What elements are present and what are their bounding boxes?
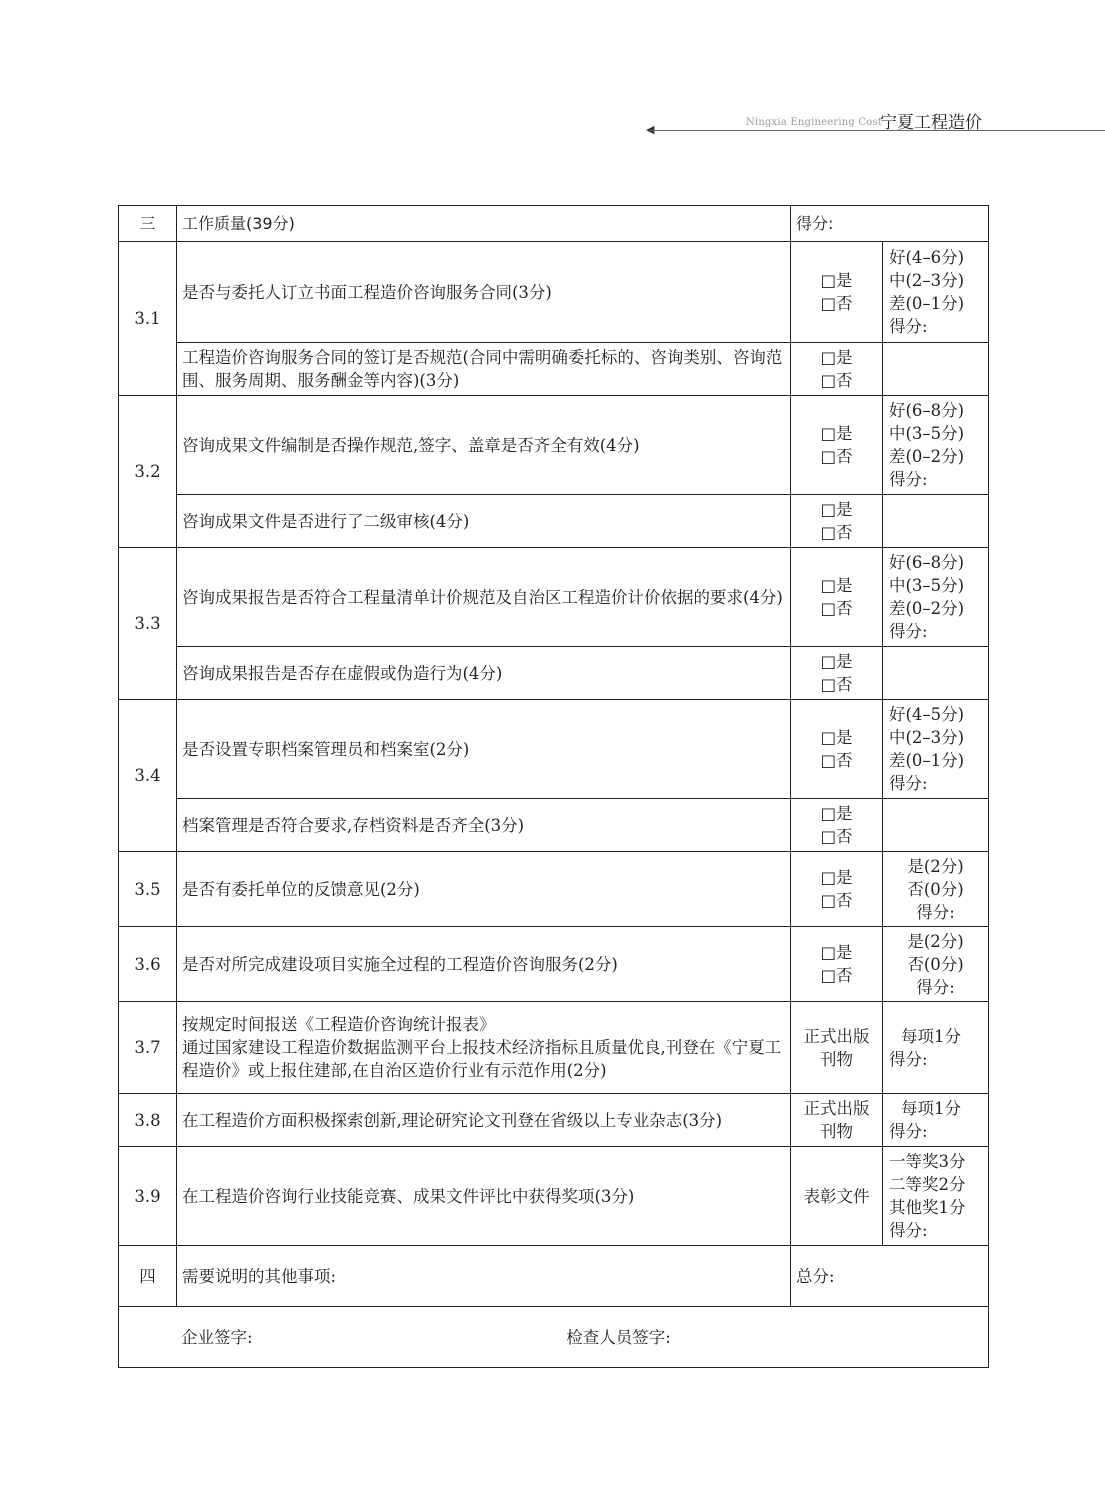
score-medium: 中(3–5分) — [889, 576, 965, 595]
other-notes-field[interactable]: 需要说明的其他事项: — [177, 1246, 791, 1307]
no-checkbox[interactable]: □否 — [820, 447, 853, 466]
inspector-signature-field[interactable]: 检查人员签字: — [566, 1327, 671, 1347]
item-text: 档案管理是否符合要求,存档资料是否齐全(3分) — [177, 799, 791, 852]
score-good: 好(6–8分) — [889, 401, 965, 420]
arrow-left-icon: ◀ — [646, 123, 655, 136]
score-good: 好(4–6分) — [889, 248, 965, 267]
empty-score-cell — [883, 799, 989, 852]
no-checkbox[interactable]: □否 — [820, 599, 853, 618]
evidence-line: 正式出版 — [803, 1026, 870, 1046]
table-row — [119, 1002, 989, 1094]
item-number: 3.9 — [119, 1147, 177, 1246]
score-medium: 中(2–3分) — [889, 728, 965, 747]
item-text: 咨询成果文件是否进行了二级审核(4分) — [177, 495, 791, 548]
score-criteria — [883, 852, 989, 927]
section-4-row — [119, 1246, 989, 1307]
score-second-prize: 二等奖2分 — [889, 1175, 966, 1194]
score-criteria — [883, 396, 989, 495]
yes-no-checkboxes[interactable] — [791, 343, 883, 396]
score-per-item: 每项1分 — [901, 1026, 961, 1046]
item-text: 工程造价咨询服务合同的签订是否规范(合同中需明确委托标的、咨询类别、咨询范围、服务周期、服务酬金等内容)(3分) — [177, 343, 791, 396]
section-number: 四 — [119, 1246, 177, 1307]
item-text-line: 通过国家建设工程造价数据监测平台上报技术经济指标且质量优良,刊登在《宁夏工程造价》或上报住建部,在自治区造价行业有示范作用(2分) — [182, 1038, 782, 1080]
item-number: 3.6 — [119, 927, 177, 1002]
item-text-line: 按规定时间报送《工程造价咨询统计报表》 — [182, 1015, 496, 1034]
score-poor: 差(0–1分) — [889, 294, 965, 313]
yes-checkbox[interactable]: □是 — [820, 943, 853, 962]
no-checkbox[interactable]: □否 — [820, 675, 853, 694]
score-criteria — [883, 927, 989, 1002]
yes-checkbox[interactable]: □是 — [820, 424, 853, 443]
table-row — [119, 852, 989, 927]
yes-checkbox[interactable]: □是 — [820, 271, 853, 290]
empty-score-cell — [883, 343, 989, 396]
table-row — [119, 700, 989, 799]
table-row — [119, 647, 989, 700]
evidence-line: 刊物 — [820, 1122, 853, 1141]
score-poor: 差(0–2分) — [889, 599, 965, 618]
yes-checkbox[interactable]: □是 — [820, 652, 853, 671]
score-good: 好(4–5分) — [889, 705, 965, 724]
item-number: 3.2 — [119, 396, 177, 548]
table-row — [119, 799, 989, 852]
table-row — [119, 1147, 989, 1246]
inspection-form-table — [118, 205, 989, 1368]
yes-no-checkboxes[interactable] — [791, 548, 883, 647]
item-number: 3.3 — [119, 548, 177, 700]
item-text: 咨询成果报告是否存在虚假或伪造行为(4分) — [177, 647, 791, 700]
score-label: 得分: — [889, 1122, 928, 1141]
score-criteria — [883, 1094, 989, 1147]
score-yes: 是(2分) — [907, 931, 964, 951]
header-rule — [650, 130, 1105, 131]
no-checkbox[interactable]: □否 — [820, 827, 853, 846]
no-checkbox[interactable]: □否 — [820, 371, 853, 390]
item-number: 3.8 — [119, 1094, 177, 1147]
yes-no-checkboxes[interactable] — [791, 852, 883, 927]
table-row — [119, 242, 989, 343]
yes-no-checkboxes[interactable] — [791, 495, 883, 548]
score-label: 得分: — [889, 1221, 928, 1240]
item-number: 3.4 — [119, 700, 177, 852]
score-no: 否(0分) — [907, 954, 964, 974]
score-criteria — [883, 242, 989, 343]
score-first-prize: 一等奖3分 — [889, 1152, 966, 1171]
section-3-header-row — [119, 206, 989, 242]
score-criteria — [883, 1002, 989, 1094]
signature-row — [119, 1307, 989, 1368]
score-yes: 是(2分) — [907, 856, 964, 876]
yes-no-checkboxes[interactable] — [791, 396, 883, 495]
score-label: 得分: — [916, 902, 955, 922]
item-text: 咨询成果报告是否符合工程量清单计价规范及自治区工程造价计价依据的要求(4分) — [177, 548, 791, 647]
page-header — [640, 106, 1105, 136]
score-criteria — [883, 700, 989, 799]
no-checkbox[interactable]: □否 — [820, 523, 853, 542]
score-medium: 中(2–3分) — [889, 271, 965, 290]
item-text: 是否与委托人订立书面工程造价咨询服务合同(3分) — [177, 242, 791, 343]
score-label: 得分: — [889, 1049, 928, 1069]
score-label: 得分: — [889, 622, 928, 641]
no-checkbox[interactable]: □否 — [820, 294, 853, 313]
header-english-title: Ningxia Engineering Cost — [746, 117, 883, 128]
table-row — [119, 396, 989, 495]
evidence-type — [791, 1002, 883, 1094]
score-per-item: 每项1分 — [901, 1099, 961, 1118]
table-row — [119, 927, 989, 1002]
item-text — [177, 1002, 791, 1094]
score-other-prize: 其他奖1分 — [889, 1198, 966, 1217]
item-text: 咨询成果文件编制是否操作规范,签字、盖章是否齐全有效(4分) — [177, 396, 791, 495]
score-poor: 差(0–2分) — [889, 447, 965, 466]
company-signature-field[interactable]: 企业签字: — [181, 1327, 253, 1347]
item-text: 在工程造价方面积极探索创新,理论研究论文刊登在省级以上专业杂志(3分) — [177, 1094, 791, 1147]
yes-checkbox[interactable]: □是 — [820, 348, 853, 367]
item-text: 是否对所完成建设项目实施全过程的工程造价咨询服务(2分) — [177, 927, 791, 1002]
score-medium: 中(3–5分) — [889, 424, 965, 443]
no-checkbox[interactable]: □否 — [820, 966, 853, 985]
yes-no-checkboxes[interactable] — [791, 799, 883, 852]
yes-checkbox[interactable]: □是 — [820, 728, 853, 747]
score-poor: 差(0–1分) — [889, 751, 965, 770]
yes-no-checkboxes[interactable] — [791, 700, 883, 799]
score-good: 好(6–8分) — [889, 553, 965, 572]
item-text: 是否有委托单位的反馈意见(2分) — [177, 852, 791, 927]
score-label: 得分: — [889, 774, 928, 793]
signature-cell — [119, 1307, 989, 1368]
table-row — [119, 495, 989, 548]
table-row — [119, 343, 989, 396]
yes-checkbox[interactable]: □是 — [820, 576, 853, 595]
score-criteria — [883, 1147, 989, 1246]
yes-checkbox[interactable]: □是 — [820, 500, 853, 519]
section-number: 三 — [119, 206, 177, 242]
empty-score-cell — [883, 495, 989, 548]
yes-checkbox[interactable]: □是 — [820, 804, 853, 823]
item-text: 是否设置专职档案管理员和档案室(2分) — [177, 700, 791, 799]
evidence-line: 正式出版 — [803, 1099, 870, 1118]
header-chinese-title: 宁夏工程造价 — [880, 113, 982, 133]
yes-no-checkboxes[interactable] — [791, 927, 883, 1002]
score-label: 得分: — [889, 470, 928, 489]
table-row — [119, 1094, 989, 1147]
score-label: 得分: — [889, 317, 928, 336]
item-number: 3.5 — [119, 852, 177, 927]
score-no: 否(0分) — [907, 879, 964, 899]
item-number: 3.7 — [119, 1002, 177, 1094]
empty-score-cell — [883, 647, 989, 700]
table-row — [119, 548, 989, 647]
yes-no-checkboxes[interactable] — [791, 647, 883, 700]
section-score-label: 得分: — [791, 206, 989, 242]
score-criteria — [883, 548, 989, 647]
item-text: 在工程造价咨询行业技能竞赛、成果文件评比中获得奖项(3分) — [177, 1147, 791, 1246]
no-checkbox[interactable]: □否 — [820, 751, 853, 770]
no-checkbox[interactable]: □否 — [820, 891, 853, 910]
evidence-type: 表彰文件 — [791, 1147, 883, 1246]
score-label: 得分: — [916, 977, 955, 997]
section-title: 工作质量(39分) — [177, 206, 791, 242]
evidence-line: 刊物 — [820, 1049, 853, 1069]
yes-checkbox[interactable]: □是 — [820, 868, 853, 887]
total-score-field[interactable]: 总分: — [791, 1246, 989, 1307]
yes-no-checkboxes[interactable] — [791, 242, 883, 343]
item-number: 3.1 — [119, 242, 177, 396]
evidence-type — [791, 1094, 883, 1147]
